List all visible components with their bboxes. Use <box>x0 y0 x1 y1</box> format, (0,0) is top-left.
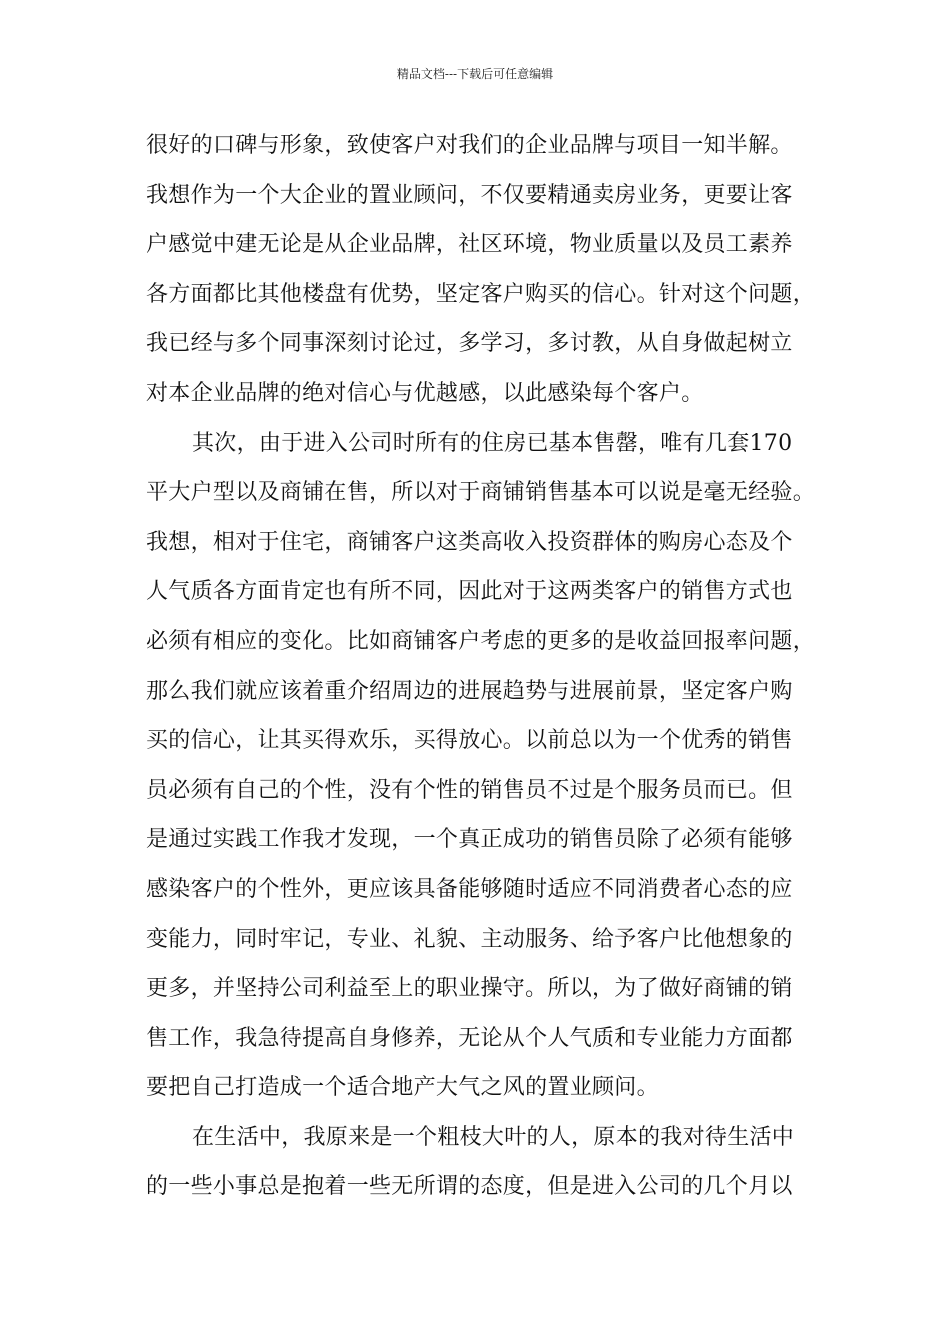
text-line: 对本企业品牌的绝对信心与优越感，以此感染每个客户。 <box>146 380 704 406</box>
text-line: 必须有相应的变化。比如商铺客户考虑的更多的是收益回报率问题， <box>146 628 816 654</box>
text-line: 人气质各方面肯定也有所不同，因此对于这两类客户的销售方式也 <box>146 579 793 605</box>
page-header: 精品文档---下载后可任意编辑 <box>396 67 554 81</box>
document-body <box>146 128 826 1219</box>
text-line: 我想作为一个大企业的置业顾问，不仅要精通卖房业务，更要让客 <box>146 182 793 208</box>
text-line: 我已经与多个同事深刻讨论过，多学习，多讨教，从自身做起树立 <box>146 331 793 357</box>
text-line: 其次，由于进入公司时所有的住房已基本售罄，唯有几套170 <box>192 430 793 456</box>
text-line: 的一些小事总是抱着一些无所谓的态度，但是进入公司的几个月以 <box>146 1174 793 1200</box>
text-line: 各方面都比其他楼盘有优势，坚定客户购买的信心。针对这个问题， <box>146 281 816 307</box>
text-line: 要把自己打造成一个适合地产大气之风的置业顾问。 <box>146 1075 659 1101</box>
text-line: 平大户型以及商铺在售，所以对于商铺销售基本可以说是毫无经验。 <box>146 480 816 506</box>
text-line: 员必须有自己的个性，没有个性的销售员不过是个服务员而已。但 <box>146 777 793 803</box>
text-line: 户感觉中建无论是从企业品牌，社区环境，物业质量以及员工素养 <box>146 232 793 258</box>
text-line: 更多，并坚持公司利益至上的职业操守。所以，为了做好商铺的销 <box>146 976 793 1002</box>
text-line: 买的信心，让其买得欢乐，买得放心。以前总以为一个优秀的销售 <box>146 728 793 754</box>
text-line: 在生活中，我原来是一个粗枝大叶的人，原本的我对待生活中 <box>192 1124 795 1150</box>
text-line: 很好的口碑与形象，致使客户对我们的企业品牌与项目一知半解。 <box>146 133 793 158</box>
text-line: 我想，相对于住宅，商铺客户这类高收入投资群体的购房心态及个 <box>146 529 793 555</box>
text-line: 感染客户的个性外，更应该具备能够随时适应不同消费者心态的应 <box>146 876 793 902</box>
text-line: 售工作，我急待提高自身修养，无论从个人气质和专业能力方面都 <box>146 1025 793 1051</box>
text-line: 是通过实践工作我才发现，一个真正成功的销售员除了必须有能够 <box>146 827 793 853</box>
text-line: 变能力，同时牢记，专业、礼貌、主动服务、给予客户比他想象的 <box>146 926 793 952</box>
text-line: 那么我们就应该着重介绍周边的进展趋势与进展前景，坚定客户购 <box>146 678 793 704</box>
